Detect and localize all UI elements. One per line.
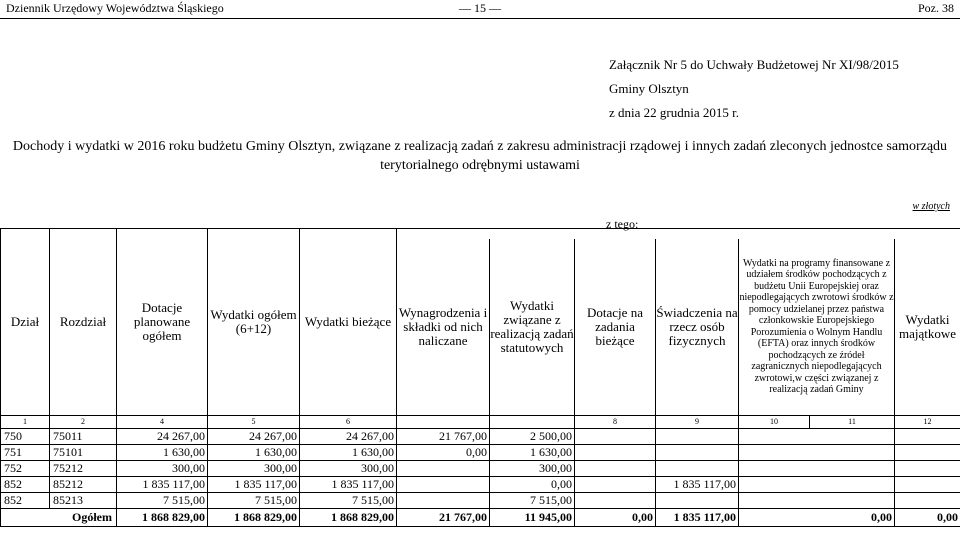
col-dzial: Dział: [1, 229, 50, 416]
cell-value: 0,00: [490, 476, 575, 492]
cell-rozdzial: 85212: [50, 476, 117, 492]
journal-name: Dziennik Urzędowy Województwa Śląskiego: [6, 1, 224, 15]
page-number: — 15 —: [459, 1, 501, 15]
total-value: 1 868 829,00: [208, 508, 300, 526]
budget-table: [0, 228, 960, 527]
column-number: 6: [300, 415, 397, 428]
column-numbers-row: [1, 415, 960, 428]
total-value: 0,00: [575, 508, 656, 526]
cell-value: [739, 444, 895, 460]
cell-value: [575, 476, 656, 492]
cell-value: 1 630,00: [300, 444, 397, 460]
cell-value: [656, 428, 739, 444]
cell-dzial: 852: [1, 476, 50, 492]
cell-value: 300,00: [300, 460, 397, 476]
cell-value: [397, 460, 490, 476]
cell-rozdzial: 75101: [50, 444, 117, 460]
cell-value: [656, 444, 739, 460]
cell-value: [575, 492, 656, 508]
cell-value: 0,00: [397, 444, 490, 460]
total-row: [1, 508, 960, 526]
column-number: 10: [739, 415, 810, 428]
cell-value: 24 267,00: [300, 428, 397, 444]
col-wydatki-ue: Wydatki na programy finansowane z udziałem środków pochodzących z budżetu Unii Europejskiej oraz niepodlegających zwrotowi środków z pomocy udzielanej przez państwa członkowskie Europejskiego Porozumienia o Wolnym Handlu (EFTA) oraz innych środków pochodzących ze źródeł zagranicznych niepodlegających zwrotowi,w części związanej z realizacją zadań Gminy: [739, 239, 895, 415]
header-rule: [0, 18, 960, 19]
document-title: Dochody i wydatki w 2016 roku budżetu Gminy Olsztyn, związane z realizacją zadań z zakresu administracji rządowej i innych zadań zleconych jednostce samorządu terytorialnego odrębnymi ustawami: [12, 139, 948, 173]
total-value: 11 945,00: [490, 508, 575, 526]
z-tego-label: z tego:: [606, 217, 639, 231]
table-row: [1, 476, 960, 492]
cell-dzial: 852: [1, 492, 50, 508]
cell-rozdzial: 75011: [50, 428, 117, 444]
cell-value: [739, 476, 895, 492]
total-value: 0,00: [739, 508, 895, 526]
table-row: [1, 428, 960, 444]
total-value: 1 835 117,00: [656, 508, 739, 526]
cell-value: 2 500,00: [490, 428, 575, 444]
total-value: 0,00: [895, 508, 960, 526]
cell-value: [397, 492, 490, 508]
cell-value: 7 515,00: [490, 492, 575, 508]
position-number: Poz. 38: [918, 1, 954, 15]
total-label: Ogółem: [1, 508, 117, 526]
cell-value: 7 515,00: [117, 492, 208, 508]
col-wynagrodzenia: Wynagrodzenia i składki od nich naliczane: [397, 239, 490, 415]
cell-value: 21 767,00: [397, 428, 490, 444]
col-dotacje-biezace: Dotacje na zadania bieżące: [575, 239, 656, 415]
col-wydatki-statutowe: Wydatki związane z realizacją zadań statutowych: [490, 239, 575, 415]
cell-value: [575, 428, 656, 444]
annex-line-1: Załącznik Nr 5 do Uchwały Budżetowej Nr XI/98/2015: [609, 57, 899, 72]
cell-value: [895, 444, 960, 460]
col-wydatki-ogolem: Wydatki ogółem (6+12): [208, 229, 300, 416]
cell-value: 1 835 117,00: [656, 476, 739, 492]
cell-value: 7 515,00: [208, 492, 300, 508]
cell-value: 1 630,00: [117, 444, 208, 460]
cell-value: [575, 444, 656, 460]
unit-label: w złotych: [912, 201, 950, 212]
table-row: [1, 460, 960, 476]
cell-value: [397, 476, 490, 492]
col-rozdzial: Rozdział: [50, 229, 117, 416]
column-number: 2: [50, 415, 117, 428]
annex-line-3: z dnia 22 grudnia 2015 r.: [609, 105, 739, 120]
cell-value: 7 515,00: [300, 492, 397, 508]
cell-rozdzial: 75212: [50, 460, 117, 476]
cell-dzial: 751: [1, 444, 50, 460]
col-swiadczenia: Świadczenia na rzecz osób fizycznych: [656, 239, 739, 415]
column-number: 9: [656, 415, 739, 428]
total-value: 1 868 829,00: [300, 508, 397, 526]
column-number: 11: [810, 415, 895, 428]
column-number: 12: [895, 415, 960, 428]
table-row: [1, 444, 960, 460]
cell-value: [739, 492, 895, 508]
cell-value: [895, 428, 960, 444]
cell-value: 1 630,00: [208, 444, 300, 460]
total-value: 1 868 829,00: [117, 508, 208, 526]
col-wydatki-biezace: Wydatki bieżące: [300, 229, 397, 416]
cell-rozdzial: 85213: [50, 492, 117, 508]
table-row: [1, 492, 960, 508]
cell-value: 24 267,00: [208, 428, 300, 444]
cell-value: [895, 476, 960, 492]
cell-value: 1 630,00: [490, 444, 575, 460]
cell-value: [739, 428, 895, 444]
cell-value: [895, 460, 960, 476]
cell-value: 300,00: [208, 460, 300, 476]
cell-dzial: 750: [1, 428, 50, 444]
cell-value: [895, 492, 960, 508]
total-value: 21 767,00: [397, 508, 490, 526]
column-number: 4: [117, 415, 208, 428]
cell-dzial: 752: [1, 460, 50, 476]
column-number: 1: [1, 415, 50, 428]
cell-value: 1 835 117,00: [117, 476, 208, 492]
page-header: [0, 0, 960, 20]
col-dotacje: Dotacje planowane ogółem: [117, 229, 208, 416]
column-number: [490, 415, 575, 428]
column-number: [397, 415, 490, 428]
col-wydatki-majatkowe: Wydatki majątkowe: [895, 239, 960, 415]
annex-line-2: Gminy Olsztyn: [609, 81, 689, 96]
column-number: 8: [575, 415, 656, 428]
cell-value: 300,00: [490, 460, 575, 476]
cell-value: 300,00: [117, 460, 208, 476]
cell-value: [656, 492, 739, 508]
column-number: 5: [208, 415, 300, 428]
cell-value: 1 835 117,00: [300, 476, 397, 492]
cell-value: 1 835 117,00: [208, 476, 300, 492]
cell-value: [656, 460, 739, 476]
cell-value: [575, 460, 656, 476]
cell-value: [739, 460, 895, 476]
z-tego-header: [397, 229, 960, 240]
cell-value: 24 267,00: [117, 428, 208, 444]
